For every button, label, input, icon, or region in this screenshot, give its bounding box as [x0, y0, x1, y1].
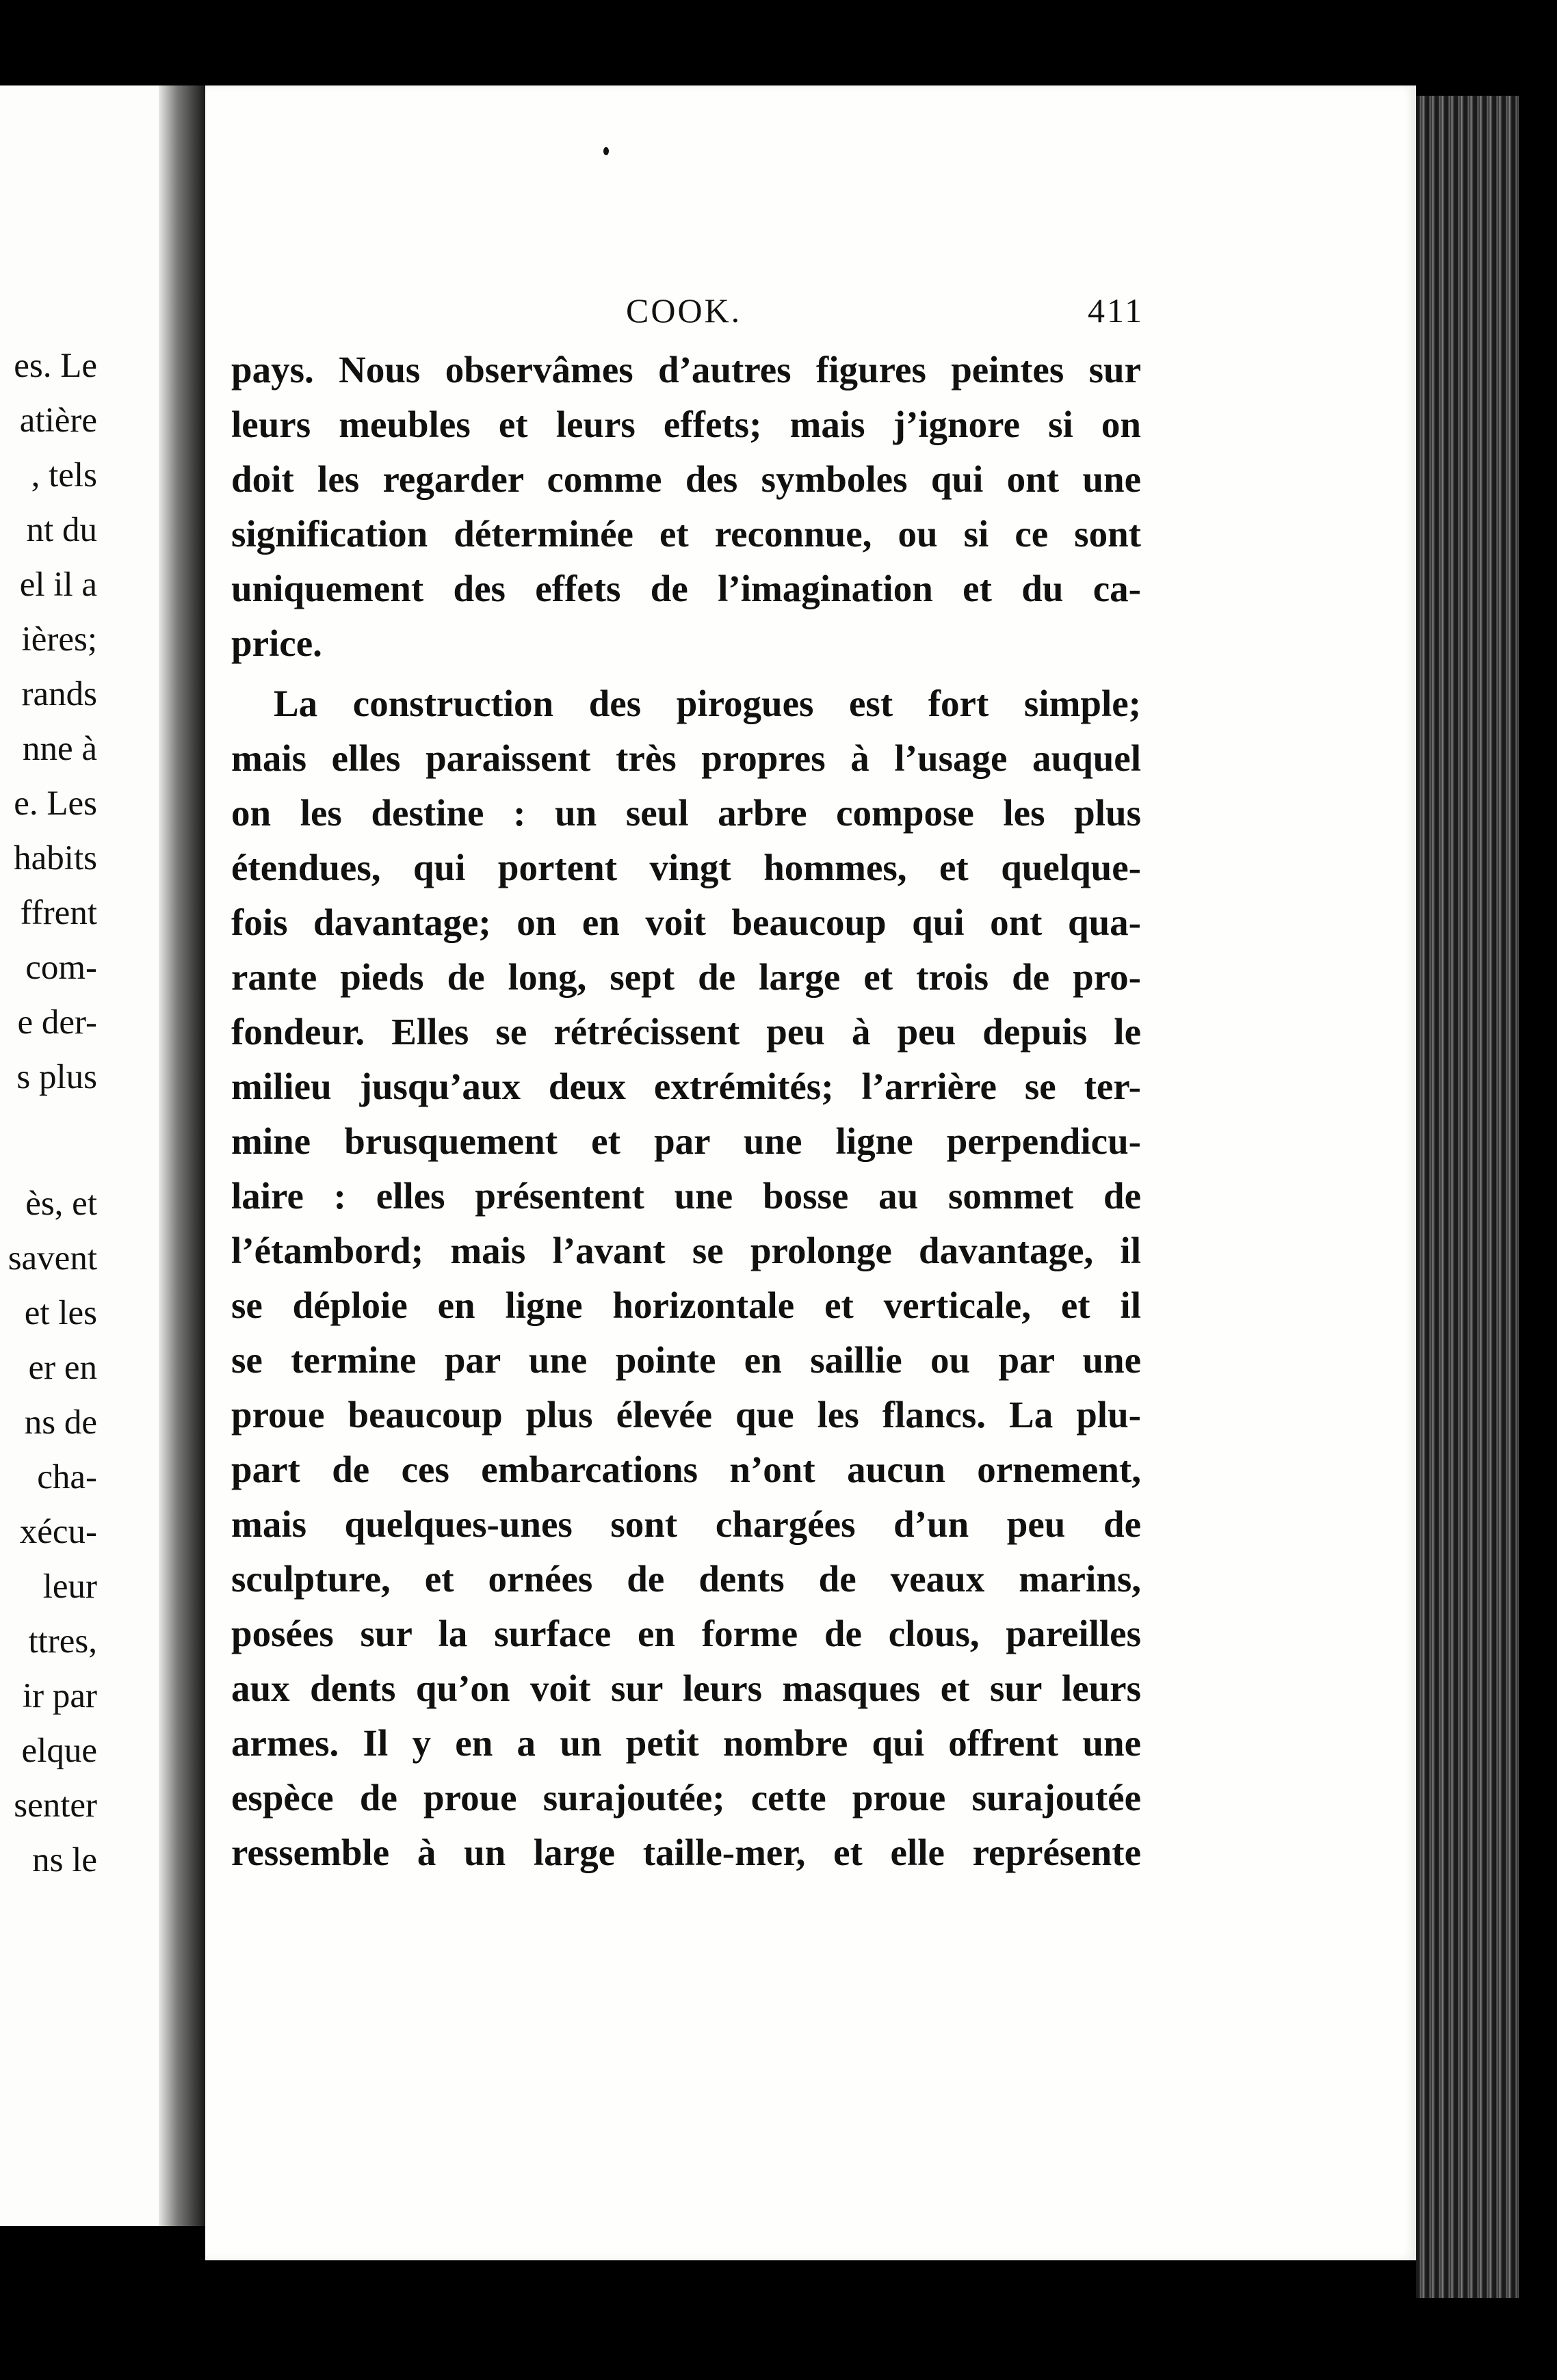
- left-page-line: el il a: [19, 566, 97, 604]
- text-line: leurs meubles et leurs effets; mais j’ignore si on: [231, 404, 1141, 445]
- left-page-line: , tels: [31, 456, 97, 494]
- text-line: fondeur. Elles se rétrécissent peu à peu depuis le: [231, 1011, 1141, 1053]
- text-line: espèce de proue surajoutée; cette proue surajoutée: [231, 1777, 1141, 1819]
- left-page-line: habits: [14, 839, 97, 877]
- left-page-line: ès, et: [25, 1185, 97, 1223]
- text-line: price.: [231, 622, 322, 664]
- text-line: signification déterminée et reconnue, ou si ce sont: [231, 513, 1141, 555]
- text-line: mais quelques-unes sont chargées d’un peu de: [231, 1503, 1141, 1545]
- left-page-line: xécu-: [19, 1513, 97, 1551]
- text-line: l’étambord; mais l’avant se prolonge davantage, il: [231, 1230, 1141, 1271]
- left-page-line: s plus: [16, 1058, 97, 1096]
- book-gutter: [159, 85, 205, 2226]
- left-page-line: elque: [21, 1732, 97, 1770]
- book-page: [205, 85, 1416, 2260]
- text-line: sculpture, et ornées de dents de veaux marins,: [231, 1558, 1141, 1600]
- text-line: armes. Il y en a un petit nombre qui offrent une: [231, 1722, 1141, 1764]
- text-line: étendues, qui portent vingt hommes, et quelque-: [231, 847, 1141, 888]
- text-line: pays. Nous observâmes d’autres figures peintes sur: [231, 349, 1141, 391]
- text-line: mine brusquement et par une ligne perpendicu-: [231, 1120, 1141, 1162]
- text-line: ressemble à un large taille-mer, et elle représente: [231, 1832, 1141, 1873]
- left-page-line: er en: [28, 1349, 97, 1387]
- running-head-title: COOK.: [626, 291, 742, 330]
- left-page-line: atière: [19, 401, 97, 440]
- text-line: doit les regarder comme des symboles qui ont une: [231, 458, 1141, 500]
- left-page-line: rands: [21, 675, 97, 713]
- text-line: laire : elles présentent une bosse au sommet de: [231, 1175, 1141, 1217]
- text-line: proue beaucoup plus élevée que les flancs. La plu-: [231, 1394, 1141, 1436]
- text-line: milieu jusqu’aux deux extrémités; l’arrière se ter-: [231, 1066, 1141, 1107]
- left-page-line: savent: [8, 1239, 97, 1278]
- left-page-line: com-: [25, 949, 97, 987]
- text-line: La construction des pirogues est fort simple;: [274, 683, 1141, 724]
- left-page-line: e der-: [17, 1003, 97, 1042]
- left-page-line: e. Les: [14, 784, 97, 823]
- left-page-line: ffrent: [20, 894, 97, 932]
- text-line: aux dents qu’on voit sur leurs masques et sur leurs: [231, 1667, 1141, 1709]
- text-line: mais elles paraissent très propres à l’usage auquel: [231, 737, 1141, 779]
- text-line: se déploie en ligne horizontale et verticale, et il: [231, 1284, 1141, 1326]
- page-edges: [1416, 96, 1519, 2298]
- left-page-line: cha-: [37, 1458, 97, 1496]
- left-page-line: nt du: [26, 511, 97, 549]
- ink-speck: [603, 147, 609, 155]
- text-line: on les destine : un seul arbre compose les plus: [231, 792, 1141, 834]
- left-page-line: senter: [14, 1786, 97, 1825]
- left-page-line: ttres,: [28, 1622, 97, 1661]
- left-facing-page: [0, 85, 159, 2226]
- left-page-line: leur: [42, 1568, 97, 1606]
- left-page-line: ns le: [32, 1841, 97, 1879]
- page-number: 411: [1088, 291, 1144, 330]
- text-line: posées sur la surface en forme de clous, pareilles: [231, 1613, 1141, 1654]
- left-page-line: ns de: [24, 1403, 97, 1442]
- left-page-line: ir par: [22, 1677, 97, 1715]
- left-page-line: ières;: [21, 620, 97, 659]
- text-line: rante pieds de long, sept de large et trois de pro-: [231, 956, 1141, 998]
- text-line: fois davantage; on en voit beaucoup qui ont qua-: [231, 901, 1141, 943]
- left-page-line: es. Le: [14, 347, 97, 385]
- text-line: se termine par une pointe en saillie ou par une: [231, 1339, 1141, 1381]
- left-page-line: nne à: [22, 730, 97, 768]
- text-line: uniquement des effets de l’imagination et du ca-: [231, 568, 1141, 609]
- text-line: part de ces embarcations n’ont aucun ornement,: [231, 1449, 1141, 1490]
- left-page-line: et les: [24, 1294, 97, 1332]
